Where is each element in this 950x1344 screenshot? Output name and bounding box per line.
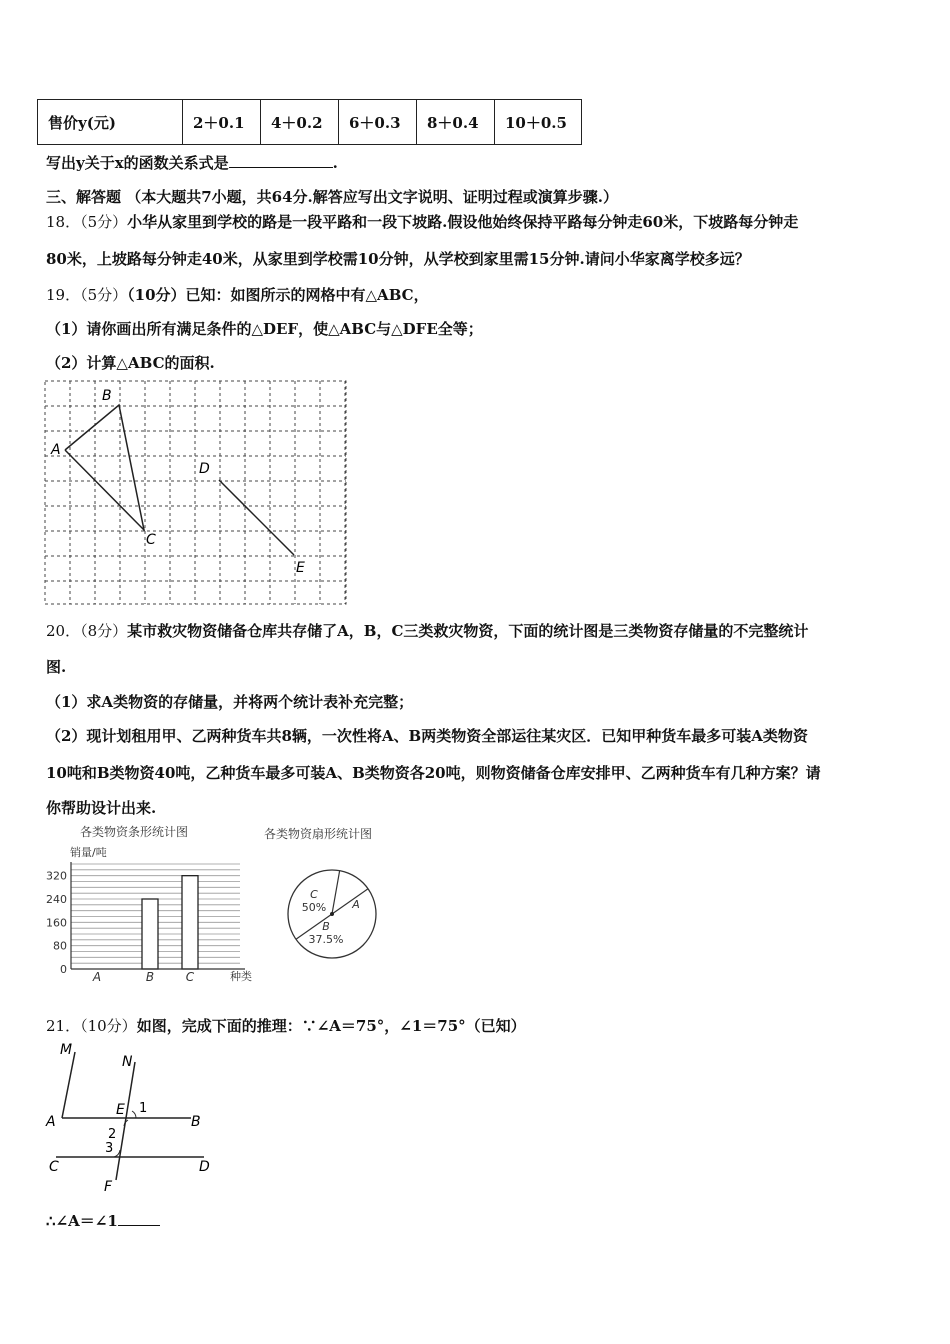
price-cell: 10＋0.5	[495, 100, 582, 145]
segment-de	[219, 480, 294, 555]
pie-slice-value-C: 50%	[301, 901, 327, 914]
q19-line1: 19．（5分）（10分）已知：如图所示的网格中有△ABC，	[46, 286, 429, 304]
pie-slice-label-A: A	[352, 898, 360, 911]
price-cell: 2＋0.1	[183, 100, 261, 145]
bar-chart	[40, 822, 272, 982]
y-tick-label: 240	[46, 893, 67, 906]
price-table-label: 售价y(元)	[38, 100, 183, 145]
pie-slice-label-B: B	[322, 920, 330, 933]
answer-blank[interactable]	[118, 1211, 160, 1226]
triangle-abc	[65, 405, 144, 530]
pie-center	[330, 912, 334, 916]
q20-part1: （1）求A类物资的存储量，并将两个统计表补充完整；	[46, 693, 414, 711]
y-tick-label: 80	[53, 939, 67, 953]
angle-3-arc	[114, 1150, 120, 1157]
price-cell: 4＋0.2	[261, 100, 339, 145]
label-b: B	[191, 1114, 201, 1130]
price-cell: 6＋0.3	[339, 100, 417, 145]
q19-part1: （1）请你画出所有满足条件的△DEF，使△ABC与△DFE全等；	[46, 320, 483, 338]
label-e: E	[296, 560, 305, 576]
label-f: F	[104, 1179, 113, 1195]
price-table	[37, 99, 582, 145]
price-cell: 8＋0.4	[417, 100, 495, 145]
label-m: M	[60, 1042, 73, 1058]
label-d: D	[199, 461, 210, 477]
bar-chart-xlabel: 种类	[230, 970, 252, 982]
label-e: E	[116, 1102, 125, 1118]
y-tick-label: 0	[60, 963, 67, 976]
pie-chart	[262, 824, 392, 984]
label-c: C	[146, 532, 156, 548]
pie-slice-label-C: C	[310, 888, 318, 901]
q17-answer-line: 写出y关于x的函数关系式是 .	[46, 154, 338, 172]
label-angle-2: 2	[108, 1127, 117, 1142]
line-nf	[116, 1062, 135, 1180]
angle-1-arc	[132, 1111, 136, 1118]
x-tick-label: B	[145, 970, 155, 982]
label-c: C	[49, 1159, 59, 1175]
pie-chart-title: 各类物资扇形统计图	[264, 827, 373, 841]
pie-slice-value-B: 37.5%	[308, 933, 344, 946]
angle-2-arc	[124, 1120, 128, 1126]
q21-line: 21．（10分）如图，完成下面的推理：∵∠A＝75°，∠1＝75°（已知）	[46, 1017, 526, 1035]
bar-chart-ylabel: 销量/吨	[70, 846, 107, 859]
y-tick-label: 160	[46, 916, 67, 930]
q19-part2: （2）计算△ABC的面积.	[46, 354, 215, 372]
x-tick-label: A	[92, 970, 102, 982]
q18-line1: 18．（5分）小华从家里到学校的路是一段平路和一段下坡路.假设他始终保持平路每分钟走60米，下坡路每分钟走	[46, 213, 799, 231]
q20-part2b: 10吨和B类物资40吨，乙种货车最多可装A、B类物资各20吨，则物资储备仓库安排甲、乙两种货车有几种方案？请	[46, 764, 821, 782]
label-a: A	[46, 1114, 56, 1130]
line-am	[62, 1052, 75, 1118]
q21-conclusion: ∴∠A＝∠1	[46, 1210, 160, 1231]
label-angle-1: 1	[139, 1101, 148, 1116]
answer-blank[interactable]	[229, 153, 333, 168]
label-d: D	[199, 1159, 210, 1175]
bar-C	[182, 876, 198, 969]
label-angle-3: 3	[105, 1141, 114, 1156]
q20-part2c: 你帮助设计出来.	[46, 799, 157, 817]
x-tick-label: C	[185, 970, 195, 982]
label-a: A	[51, 442, 61, 458]
y-tick-label: 320	[46, 869, 67, 883]
bar-B	[142, 899, 158, 969]
section-heading: 三、解答题 （本大题共7小题，共64分.解答应写出文字说明、证明过程或演算步骤.）	[46, 188, 618, 206]
q20-part2a: （2）现计划租用甲、乙两种货车共8辆，一次性将A、B两类物资全部运往某灾区．已知甲种货车最多可装A类物资	[46, 727, 808, 745]
q20-line2: 图.	[46, 658, 67, 676]
q18-line2: 80米，上坡路每分钟走40米，从家里到学校需10分钟，从学校到家里需15分钟.请问小华家离学校多远？	[46, 250, 750, 268]
parallel-lines-figure	[44, 1040, 224, 1200]
label-b: B	[102, 388, 112, 404]
label-n: N	[122, 1054, 133, 1070]
bar-chart-title: 各类物资条形统计图	[80, 825, 189, 839]
q20-line1: 20．（8分）某市救灾物资储备仓库共存储了A，B，C三类救灾物资，下面的统计图是三类物资存储量的不完整统计	[46, 622, 809, 640]
grid-figure	[44, 380, 348, 606]
